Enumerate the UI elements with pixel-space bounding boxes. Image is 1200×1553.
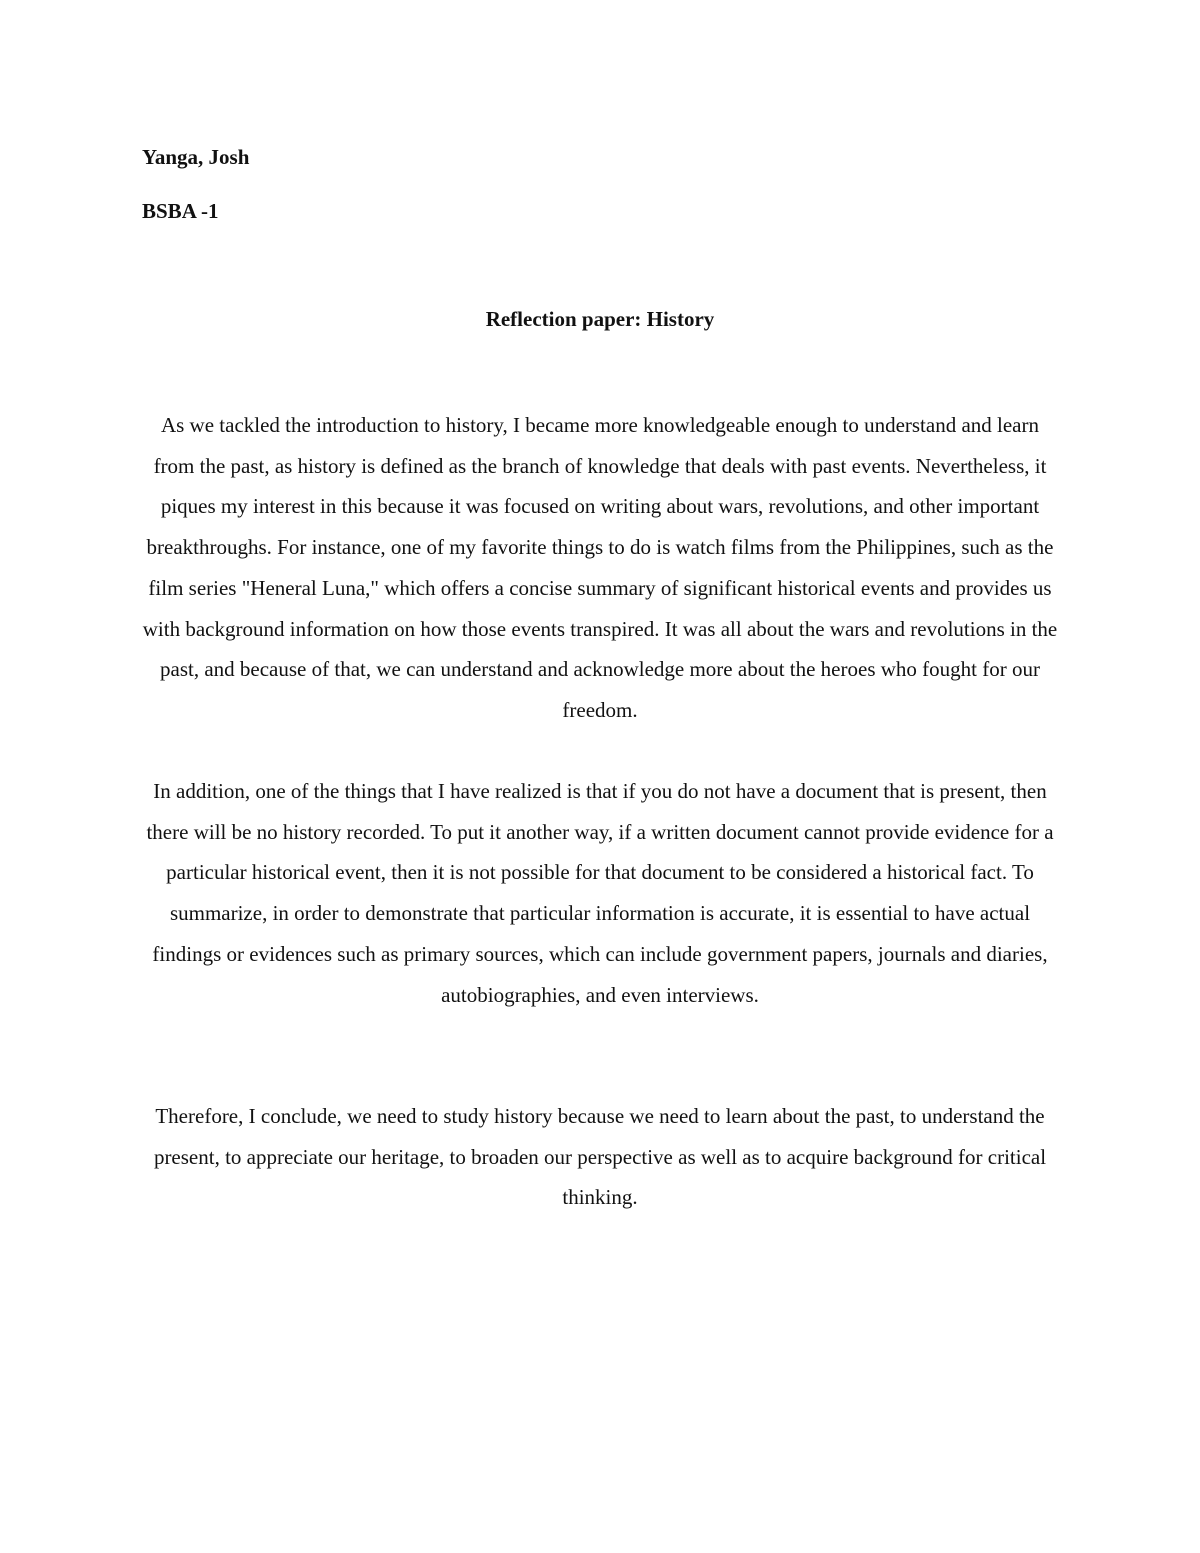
document-header: [142, 143, 249, 225]
document-title: Reflection paper: History: [485, 307, 715, 331]
body-paragraph-2: In addition, one of the things that I have realized is that if you do not have a document that is present, then there will be no history recorded. To put it another way, if a written document cannot provide evidence for a particular historical event, then it is not possible for that document to be considered a historical fact. To summarize, in order to demonstrate that particular information is accurate, it is essential to have actual findings or evidences such as primary sources, which can include government papers, journals and diaries, autobiographies, and even interviews.: [146, 779, 1054, 1007]
author-name: Yanga, Josh: [142, 145, 250, 169]
body-paragraph-3: Therefore, I conclude, we need to study history because we need to learn about the past, to understand the present, to appreciate our heritage, to broaden our perspective as well as to acquire background for critical thinking.: [153, 1104, 1047, 1210]
course-code: BSBA -1: [142, 199, 219, 223]
body-paragraph-1: As we tackled the introduction to history, I became more knowledgeable enough to understand and learn from the past, as history is defined as the branch of knowledge that deals with past events. Nevertheless, it piques my interest in this because it was focused on writing about wars, revolutions, and other important breakthroughs. For instance, one of my favorite things to do is watch films from the Philippines, such as the film series "Heneral Luna," which offers a concise summary of significant historical events and provides us with background information on how those events transpired. It was all about the wars and revolutions in the past, and because of that, we can understand and acknowledge more about the heroes who fought for our freedom.: [142, 413, 1058, 722]
